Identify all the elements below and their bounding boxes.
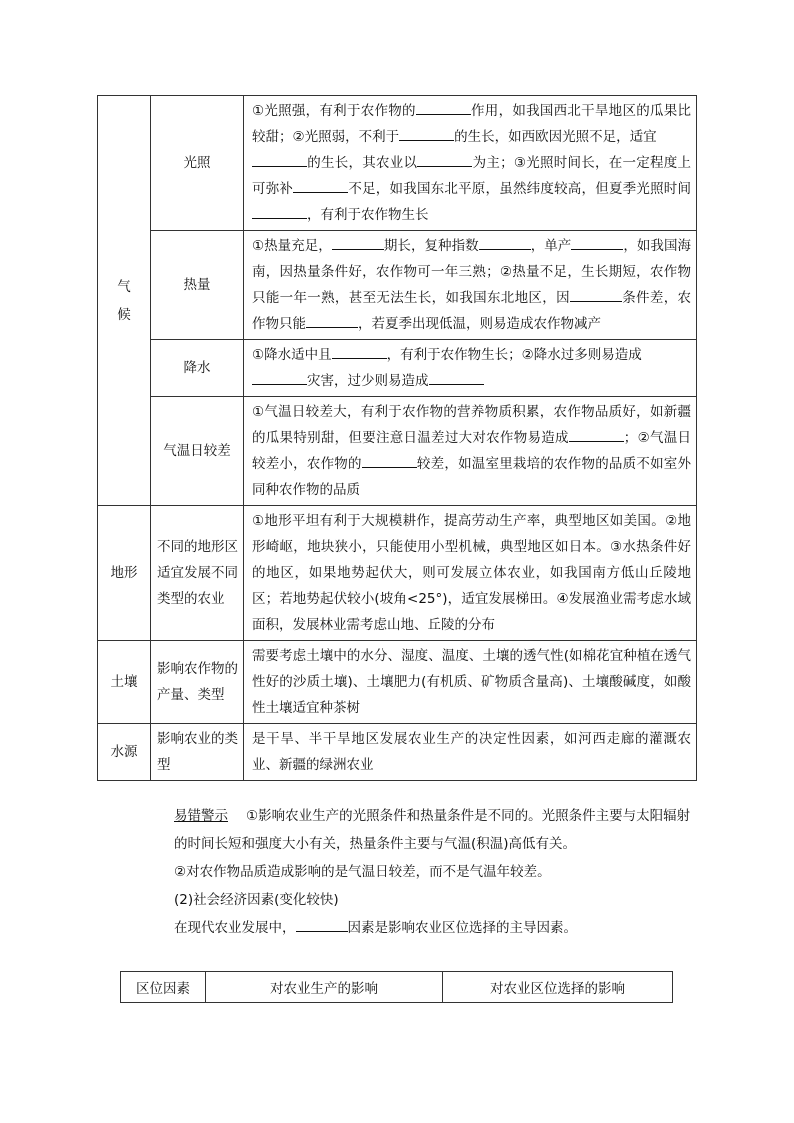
fill-blank[interactable] — [252, 152, 307, 167]
fill-blank[interactable] — [332, 235, 384, 250]
table-row — [98, 397, 697, 506]
table-row — [98, 231, 697, 340]
fill-blank[interactable] — [570, 287, 622, 302]
soil-category-cell: 土壤 — [98, 641, 151, 724]
fill-blank[interactable] — [417, 152, 472, 167]
table-row — [98, 340, 697, 397]
heat-description: ①热量充足， 期长，复种指数 ，单产 ，如我国海南，因热量条件好，农作物可一年三熟；②热量不足，生长期短，农作物只能一年一熟，甚至无法生长，如我国东北地区，因 条件差，农作物只能 ，若夏季出现低温，则易造成农作物减产 — [244, 231, 697, 340]
fill-blank[interactable] — [416, 100, 471, 115]
socioeconomic-table — [120, 971, 673, 1003]
warning-paragraph — [112, 802, 702, 858]
fill-blank[interactable] — [296, 917, 348, 932]
fill-blank[interactable] — [252, 204, 307, 219]
soil-subtitle: 影响农作物的产量、类型 — [151, 641, 244, 724]
column-header-factor: 区位因素 — [121, 972, 206, 1003]
table-row — [98, 641, 697, 724]
fill-blank[interactable] — [571, 235, 623, 250]
fill-blank[interactable] — [429, 370, 484, 385]
soil-description: 需要考虑土壤中的水分、湿度、温度、土壤的透气性(如棉花宜种植在透气性好的沙质土壤)、土壤肥力(有机质、矿物质含量高)、土壤酸碱度，如酸性土壤适宜种茶树 — [244, 641, 697, 724]
fill-blank[interactable] — [306, 313, 358, 328]
table-row — [98, 506, 697, 641]
notes-section — [112, 802, 702, 942]
diurnal-description: ①气温日较差大，有利于农作物的营养物质积累，农作物品质好，如新疆的瓜果特别甜，但要注意日温差过大对农作物易造成 ；②气温日较差小，农作物的 较差，如温室里栽培的农作物的品质不如室外同种农作物的品质 — [244, 397, 697, 506]
terrain-description: ①地形平坦有利于大规模耕作，提高劳动生产率，典型地区如美国。②地形崎岖，地块狭小，只能使用小型机械，典型地区如日本。③水热条件好的地区，如果地势起伏大，则可发展立体农业，如我国南方低山丘陵地区；若地势起伏较小(坡角<25°)，适宜发展梯田。④发展渔业需考虑水域面积，发展林业需考虑山地、丘陵的分布 — [244, 506, 697, 641]
agriculture-factors-table — [97, 95, 697, 781]
climate-category-cell — [98, 96, 151, 506]
column-header-production: 对农业生产的影响 — [206, 972, 443, 1003]
fill-blank[interactable] — [569, 427, 624, 442]
diurnal-label: 气温日较差 — [151, 397, 244, 506]
light-label: 光照 — [151, 96, 244, 231]
climate-label-1: 气 — [117, 278, 131, 295]
fill-blank[interactable] — [252, 370, 307, 385]
rain-description: ①降水适中且 ，有利于农作物生长；②降水过多则易造成 灾害，过少则易造成 — [244, 340, 697, 397]
water-description: 是干旱、半干旱地区发展农业生产的决定性因素，如河西走廊的灌溉农业、新疆的绿洲农业 — [244, 724, 697, 781]
fill-blank[interactable] — [399, 126, 454, 141]
fill-blank[interactable] — [479, 235, 531, 250]
fill-blank[interactable] — [293, 178, 348, 193]
fill-blank[interactable] — [332, 344, 387, 359]
water-category-cell: 水源 — [98, 724, 151, 781]
terrain-subtitle: 不同的地形区适宜发展不同类型的农业 — [151, 506, 244, 641]
table-header-row — [121, 972, 673, 1003]
section-heading: (2)社会经济因素(变化较快) — [174, 892, 339, 908]
column-header-location: 对农业区位选择的影响 — [443, 972, 673, 1003]
heat-label: 热量 — [151, 231, 244, 340]
climate-label-2: 候 — [117, 306, 131, 323]
fill-blank[interactable] — [362, 453, 417, 468]
warning-label: 易错警示 — [174, 808, 228, 824]
fill-sentence: 在现代农业发展中， 因素是影响农业区位选择的主导因素。 — [112, 914, 702, 942]
light-description: ①光照强，有利于农作物的 作用，如我国西北干旱地区的瓜果比较甜；②光照弱，不利于 的生长，如西欧因光照不足，适宜 的生长，其农业以 为主；③光照时间长，在一定程度上可弥补 不足，如我国东北平原，虽然纬度较高，但夏季光照时间，有利于农作物生长 — [244, 96, 697, 231]
table-row — [98, 724, 697, 781]
water-subtitle: 影响农业的类型 — [151, 724, 244, 781]
warning-text-2: ②对农作物品质造成影响的是气温日较差，而不是气温年较差。 — [174, 864, 551, 880]
rain-label: 降水 — [151, 340, 244, 397]
warning-text-1: ①影响农业生产的光照条件和热量条件是不同的。光照条件主要与太阳辐射的时间长短和强度大小有关，热量条件主要与气温(积温)高低有关。 — [174, 808, 691, 852]
terrain-category-cell: 地形 — [98, 506, 151, 641]
table-row — [98, 96, 697, 231]
